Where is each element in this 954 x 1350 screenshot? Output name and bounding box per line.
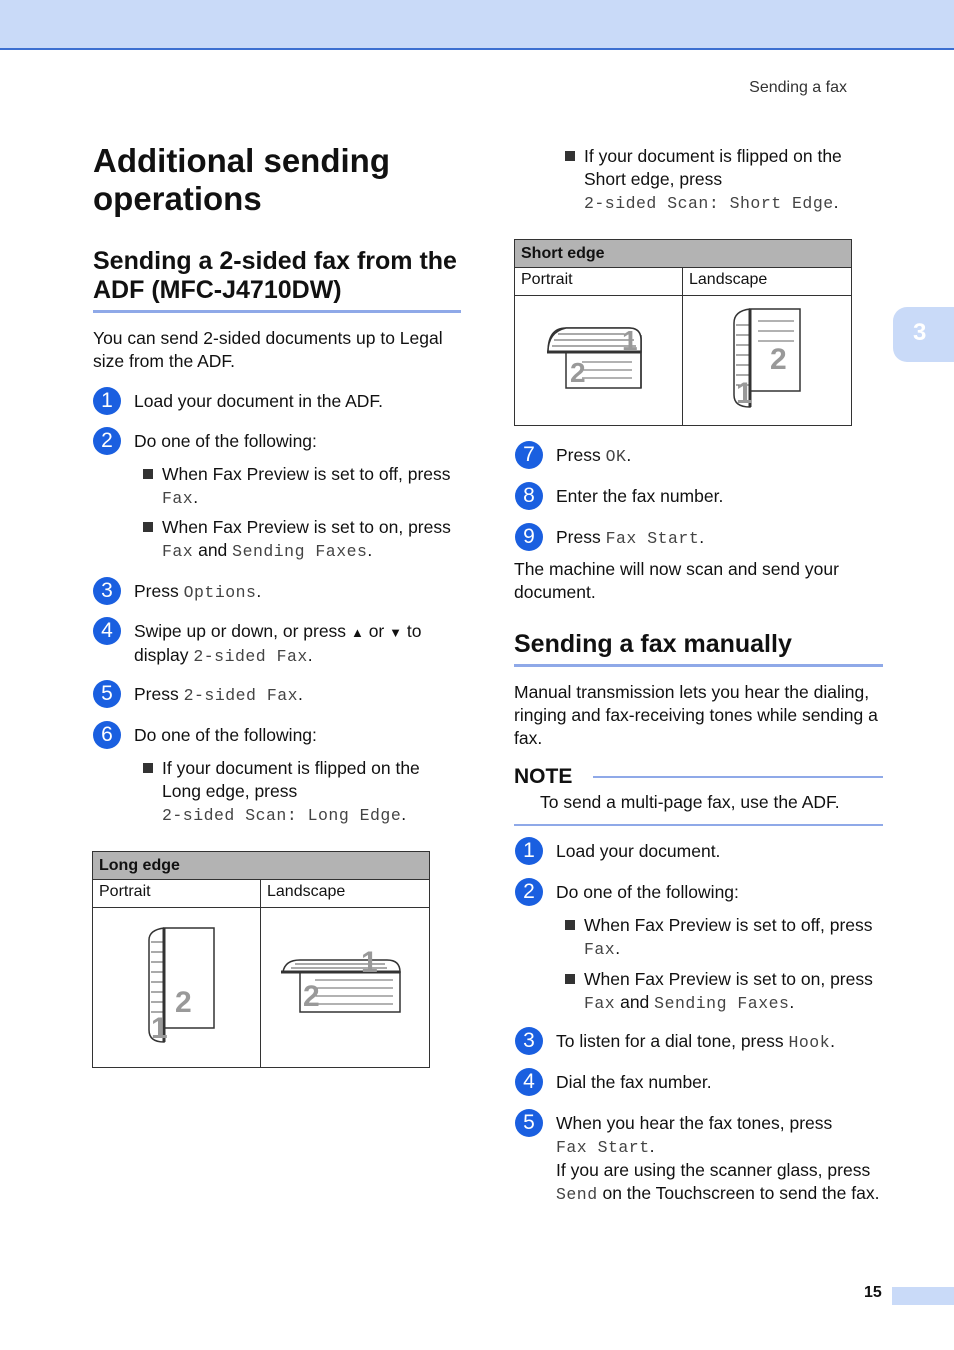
manual-bullet-preview-off: When Fax Preview is set to off, press Fax. xyxy=(565,914,890,961)
section-title-manual: Sending a fax manually xyxy=(514,630,792,658)
top-banner xyxy=(0,0,954,50)
manual-step-5: 5 When you hear the fax tones, press Fax Start. If you are using the scanner glass, press Send on the Touchscreen to send the fax. xyxy=(515,1112,886,1206)
step-number: 5 xyxy=(515,1109,543,1137)
long-edge-table xyxy=(92,851,430,1068)
long-edge-landscape-illustration xyxy=(261,908,430,1068)
col-landscape: Landscape xyxy=(683,268,852,296)
step-2 xyxy=(93,430,317,455)
bullet-short-edge: If your document is flipped on the Short edge, press 2-sided Scan: Short Edge. xyxy=(565,145,865,215)
chapter-tab xyxy=(893,307,954,362)
bullet-preview-off: When Fax Preview is set to off, press Fax. xyxy=(143,463,468,510)
step-5: 5 Press 2-sided Fax. xyxy=(93,683,303,708)
step-6: 6 Do one of the following: xyxy=(93,724,317,749)
landscape-doc-icon xyxy=(275,950,415,1020)
step-1 xyxy=(93,390,383,415)
bullet-preview-on: When Fax Preview is set to on, press Fax and Sending Faxes. xyxy=(143,516,468,563)
manual-step-2: 2 Do one of the following: xyxy=(515,881,739,906)
note-text: To send a multi-page fax, use the ADF. xyxy=(540,792,840,812)
step-number: 3 xyxy=(515,1027,543,1055)
bullet-square-icon xyxy=(565,974,575,984)
table-header: Short edge xyxy=(515,240,852,268)
svg-text:2: 2 xyxy=(770,343,787,376)
table-header: Long edge xyxy=(93,852,430,880)
step-text: Load your document in the ADF. xyxy=(134,391,384,411)
step-text: Do one of the following: xyxy=(134,431,317,451)
svg-text:1: 1 xyxy=(621,325,638,356)
note-rule-top xyxy=(593,776,883,778)
short-edge-table xyxy=(514,239,852,426)
section-rule xyxy=(93,310,461,313)
landscape-doc-icon xyxy=(722,303,812,413)
manual-step-3: 3 To listen for a dial tone, press Hook. xyxy=(515,1030,835,1055)
col-portrait: Portrait xyxy=(515,268,683,296)
chapter-number: 3 xyxy=(913,319,927,346)
intro-manual: Manual transmission lets you hear the dialing, ringing and fax-receiving tones while sending a fax. xyxy=(514,682,878,748)
down-arrow-icon: ▼ xyxy=(389,625,402,640)
col-landscape: Landscape xyxy=(261,880,430,908)
bullet-long-edge: If your document is flipped on the Long edge, press 2-sided Scan: Long Edge. xyxy=(143,757,468,827)
step-number: 3 xyxy=(93,577,121,605)
note-rule-bottom xyxy=(514,824,883,826)
page-title: Additional sending operations xyxy=(93,142,390,217)
page-number: 15 xyxy=(864,1284,882,1301)
svg-text:1: 1 xyxy=(736,377,753,410)
step-number: 9 xyxy=(515,523,543,551)
intro-2sided: You can send 2-sided documents up to Legal size from the ADF. xyxy=(93,328,443,371)
svg-text:2: 2 xyxy=(303,980,320,1013)
step-number: 1 xyxy=(93,387,121,415)
step-8: 8 Enter the fax number. xyxy=(515,485,723,510)
step-number: 2 xyxy=(515,878,543,906)
up-arrow-icon: ▲ xyxy=(350,625,364,640)
running-header: Sending a fax xyxy=(749,79,847,96)
step-number: 7 xyxy=(515,441,543,469)
bullet-square-icon xyxy=(565,920,575,930)
step-7: 7 Press OK. xyxy=(515,444,631,469)
svg-text:1: 1 xyxy=(361,950,378,979)
step-number: 5 xyxy=(93,680,121,708)
svg-text:2: 2 xyxy=(569,357,586,388)
bullet-square-icon xyxy=(143,763,153,773)
step-number: 4 xyxy=(93,617,121,645)
long-edge-portrait-illustration xyxy=(93,908,261,1068)
step-number: 6 xyxy=(93,721,121,749)
portrait-doc-icon xyxy=(544,318,654,398)
step-number: 8 xyxy=(515,482,543,510)
step-number: 4 xyxy=(515,1068,543,1096)
col-portrait: Portrait xyxy=(93,880,261,908)
step-3: 3 Press Options. xyxy=(93,580,261,605)
step-9: 9 Press Fax Start. xyxy=(515,526,704,551)
portrait-doc-icon xyxy=(137,920,217,1050)
short-edge-portrait-illustration xyxy=(515,296,683,426)
step-number: 2 xyxy=(93,427,121,455)
step-number: 1 xyxy=(515,837,543,865)
section-title-2sided: Sending a 2-sided fax from the ADF (MFC-J4710DW) xyxy=(93,247,457,304)
result-text: The machine will now scan and send your document. xyxy=(514,559,839,602)
section-rule xyxy=(514,664,883,667)
note-label: NOTE xyxy=(514,765,573,788)
svg-text:2: 2 xyxy=(174,986,192,1019)
step-4: 4 Swipe up or down, or press ▲ or ▼ to display 2-sided Fax. xyxy=(93,620,454,668)
manual-bullet-preview-on: When Fax Preview is set to on, press Fax and Sending Faxes. xyxy=(565,968,890,1015)
manual-step-1: 1 Load your document. xyxy=(515,840,720,865)
bullet-square-icon xyxy=(143,522,153,532)
page-number-bar xyxy=(892,1287,954,1305)
manual-step-4: 4 Dial the fax number. xyxy=(515,1071,712,1096)
short-edge-landscape-illustration xyxy=(683,296,852,426)
bullet-square-icon xyxy=(565,151,575,161)
svg-text:1: 1 xyxy=(150,1012,168,1045)
bullet-square-icon xyxy=(143,469,153,479)
